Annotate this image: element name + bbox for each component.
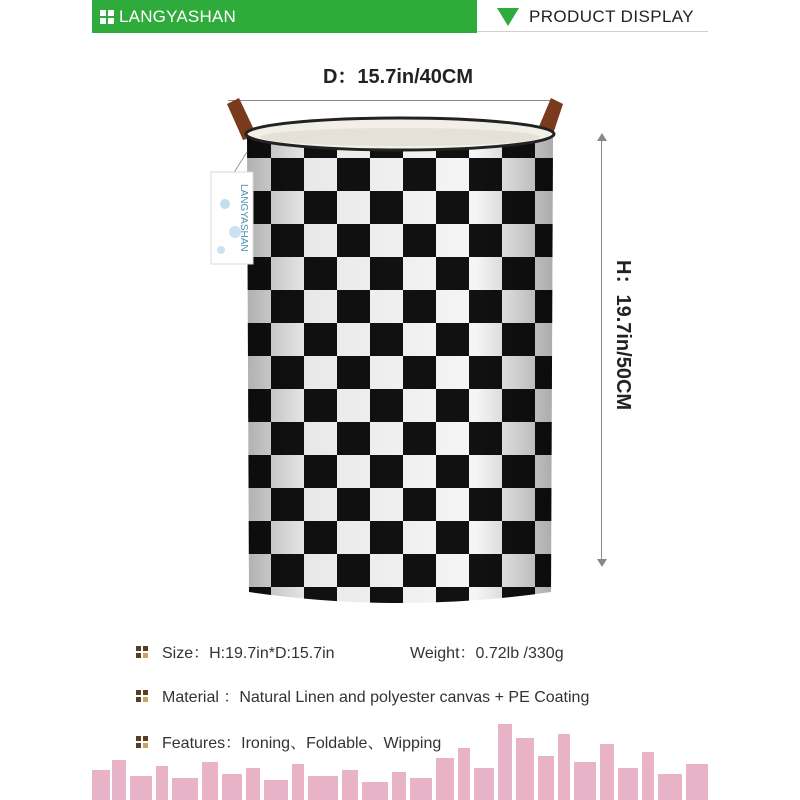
spec-material	[136, 684, 589, 707]
arrow-up-icon	[597, 133, 607, 141]
arrow-down-icon	[597, 559, 607, 567]
height-label-box	[612, 260, 640, 460]
laundry-basket-image	[205, 92, 575, 612]
spec-weight-text: Weight：0.72lb /330g	[410, 645, 564, 662]
basket-inner	[260, 128, 540, 146]
spec-size-text: Size：H:19.7in*D:15.7in	[162, 645, 335, 662]
header-divider	[477, 31, 708, 32]
basket-shading	[247, 136, 553, 603]
section-title: PRODUCT DISPLAY	[529, 6, 695, 26]
brand-banner	[92, 0, 477, 33]
spec-size	[136, 640, 335, 663]
height-label: H：19.7in/50CM	[612, 260, 634, 411]
spec-features-text: Features：Ironing、Foldable、Wipping	[162, 735, 442, 752]
height-line	[601, 135, 602, 565]
city-skyline-decoration	[92, 718, 708, 800]
tag-text: LANGYASHAN	[238, 184, 249, 252]
tag-string	[233, 152, 247, 174]
brand-name: LANGYASHAN	[119, 6, 236, 26]
bullet-icon	[136, 646, 148, 658]
page-header	[92, 0, 708, 33]
spec-material-text: Material ：Natural Linen and polyester canvas + PE Coating	[162, 689, 590, 706]
diameter-label: D：15.7in/40CM	[322, 66, 474, 88]
brand-logo-icon	[100, 10, 114, 24]
section-heading	[477, 0, 708, 33]
bullet-icon	[136, 690, 148, 702]
chevron-down-icon	[497, 8, 519, 26]
